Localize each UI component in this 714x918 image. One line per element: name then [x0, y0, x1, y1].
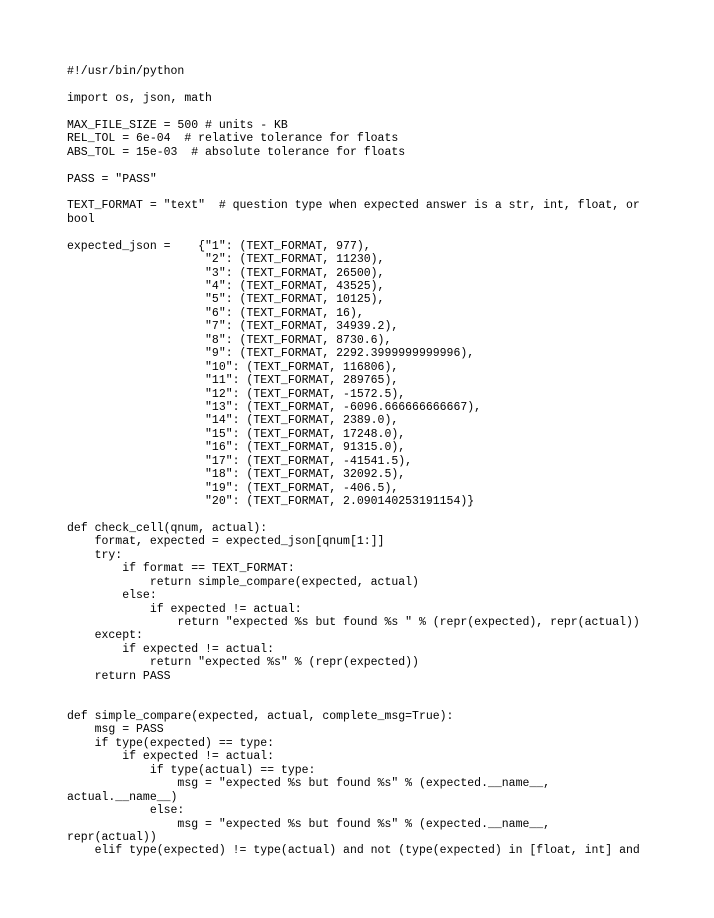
code-line: [67, 697, 640, 710]
code-line: "10": (TEXT_FORMAT, 116806),: [67, 360, 399, 374]
code-line: elif type(expected) != type(actual) and not (type(expected) in [float, int] and: [67, 844, 640, 858]
code-line: REL_TOL = 6e-04 # relative tolerance for floats: [67, 132, 399, 146]
code-line: msg = "expected %s but found %s" % (expected.__name__,: [67, 777, 551, 791]
code-line: [67, 226, 640, 239]
code-line: if type(expected) == type:: [67, 736, 275, 750]
code-line: try:: [67, 548, 123, 562]
code-line: if expected != actual:: [67, 750, 275, 764]
code-line: "4": (TEXT_FORMAT, 43525),: [67, 280, 385, 293]
code-line: import os, json, math: [67, 91, 212, 105]
code-line: [67, 159, 640, 172]
code-line: bool: [67, 212, 95, 226]
code-line: else:: [67, 589, 157, 603]
code-line: else:: [67, 804, 185, 818]
code-line: "15": (TEXT_FORMAT, 17248.0),: [67, 427, 406, 441]
code-line: [67, 683, 640, 696]
code-line: [67, 78, 640, 91]
code-line: "5": (TEXT_FORMAT, 10125),: [67, 293, 385, 307]
code-line: "7": (TEXT_FORMAT, 34939.2),: [67, 320, 399, 334]
code-line: msg = "expected %s but found %s" % (expected.__name__,: [67, 817, 551, 831]
code-line: MAX_FILE_SIZE = 500 # units - KB: [67, 118, 288, 132]
code-line: "11": (TEXT_FORMAT, 289765),: [67, 374, 399, 388]
code-line: except:: [67, 629, 143, 643]
code-line: "3": (TEXT_FORMAT, 26500),: [67, 266, 385, 280]
code-line: def check_cell(qnum, actual):: [67, 521, 268, 535]
code-line: [67, 508, 640, 521]
code-line: def simple_compare(expected, actual, complete_msg=True):: [67, 710, 454, 723]
code-line: TEXT_FORMAT = "text" # question type when expected answer is a str, int, float, or: [67, 199, 640, 213]
code-line: return PASS: [67, 669, 171, 683]
code-line: "6": (TEXT_FORMAT, 16),: [67, 306, 364, 320]
code-listing: [67, 65, 640, 858]
code-line: "20": (TEXT_FORMAT, 2.090140253191154)}: [67, 495, 475, 508]
code-line: "16": (TEXT_FORMAT, 91315.0),: [67, 441, 406, 455]
code-line: #!/usr/bin/python: [67, 65, 185, 78]
code-line: "14": (TEXT_FORMAT, 2389.0),: [67, 414, 399, 428]
code-line: format, expected = expected_json[qnum[1:]]: [67, 535, 385, 549]
code-line: actual.__name__): [67, 790, 178, 804]
code-line: [67, 186, 640, 199]
code-line: "19": (TEXT_FORMAT, -406.5),: [67, 481, 399, 495]
code-line: "2": (TEXT_FORMAT, 11230),: [67, 253, 385, 267]
code-line: if type(actual) == type:: [67, 763, 316, 777]
code-line: [67, 105, 640, 118]
code-line: "13": (TEXT_FORMAT, -6096.666666666667),: [67, 400, 482, 414]
code-line: msg = PASS: [67, 723, 164, 737]
code-line: expected_json = {"1": (TEXT_FORMAT, 977),: [67, 239, 371, 253]
code-line: "17": (TEXT_FORMAT, -41541.5),: [67, 454, 413, 468]
code-line: "8": (TEXT_FORMAT, 8730.6),: [67, 333, 392, 347]
code-line: repr(actual)): [67, 830, 157, 844]
code-line: "18": (TEXT_FORMAT, 32092.5),: [67, 468, 406, 482]
code-line: if format == TEXT_FORMAT:: [67, 562, 295, 576]
code-line: PASS = "PASS": [67, 172, 157, 186]
code-line: return simple_compare(expected, actual): [67, 575, 419, 589]
code-line: "12": (TEXT_FORMAT, -1572.5),: [67, 387, 406, 401]
code-line: if expected != actual:: [67, 642, 275, 656]
code-line: return "expected %s but found %s " % (repr(expected), repr(actual)): [67, 615, 640, 629]
code-line: "9": (TEXT_FORMAT, 2292.3999999999996),: [67, 347, 475, 361]
code-line: return "expected %s" % (repr(expected)): [67, 656, 419, 670]
code-line: ABS_TOL = 15e-03 # absolute tolerance for floats: [67, 145, 406, 159]
code-line: if expected != actual:: [67, 602, 302, 616]
